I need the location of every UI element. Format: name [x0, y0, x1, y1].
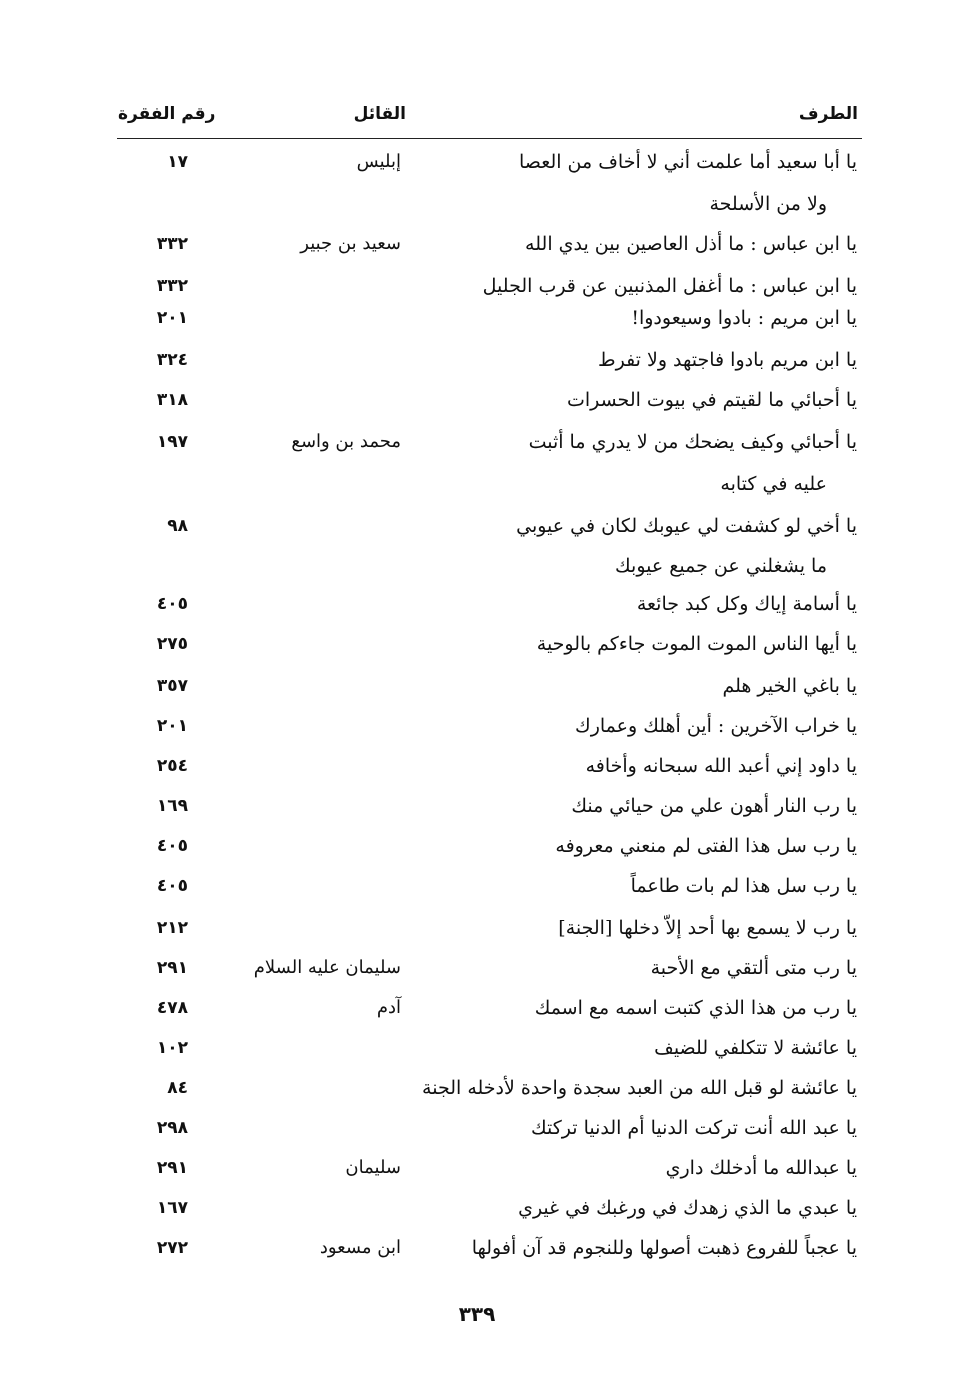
- page-number: ٣٣٩: [458, 1302, 496, 1326]
- entry-paragraph-number: ٢٩٨: [156, 1118, 188, 1138]
- entry-speaker: محمد بن واسع: [291, 431, 401, 452]
- entry-paragraph-number: ٤٠٥: [156, 594, 188, 614]
- entry-paragraph-number: ٩٨: [167, 516, 188, 536]
- table-row: [0, 1150, 954, 1186]
- entry-speaker: آدم: [376, 997, 401, 1018]
- entry-speaker: ابن مسعود: [319, 1237, 401, 1258]
- entry-text: يا أخي لو كشفت لي عيوبك لكان في عيوبي: [516, 515, 857, 537]
- entry-text: يا رب متى ألتقي مع الأحبة: [650, 957, 857, 979]
- entry-text: يا ابن مريم : بادوا وسيعودوا!: [631, 307, 857, 329]
- entry-paragraph-number: ٣٥٧: [156, 676, 188, 696]
- entry-text: يا عبد الله أنت تركت الدنيا أم الدنيا تركتك: [531, 1117, 857, 1139]
- table-row: [0, 382, 954, 418]
- table-row: [0, 186, 954, 222]
- table-row: [0, 626, 954, 662]
- entry-text: يا أحبائي ما لقيتم في بيوت الحسرات: [566, 389, 857, 411]
- table-row: [0, 748, 954, 784]
- entry-speaker: إبليس: [356, 151, 401, 172]
- entry-paragraph-number: ٤٠٥: [156, 876, 188, 896]
- entry-text: يا أيها الناس الموت الموت جاءكم بالوحية: [536, 633, 857, 655]
- entry-text: يا رب النار أهون علي من حيائي منك: [571, 795, 857, 817]
- entry-paragraph-number: ٣٢٤: [156, 350, 188, 370]
- entry-text: يا رب لا يسمع بها أحد إلاّ دخلها [الجنة]: [558, 917, 857, 939]
- entry-paragraph-number: ١٩٧: [156, 432, 188, 452]
- column-header-qail: القائل: [353, 104, 406, 124]
- entry-paragraph-number: ٣٣٢: [156, 234, 188, 254]
- table-row: [0, 910, 954, 946]
- table-row: [0, 466, 954, 502]
- entry-paragraph-number: ٢٩١: [156, 1158, 188, 1178]
- entry-paragraph-number: ١٦٩: [156, 796, 188, 816]
- table-row: [0, 950, 954, 986]
- entry-paragraph-number: ١٦٧: [156, 1198, 188, 1218]
- entry-text: يا عائشة لا تتكلفي للضيف: [654, 1037, 857, 1059]
- column-header-tarf: الطرف: [798, 104, 858, 124]
- table-row: [0, 300, 954, 336]
- entry-paragraph-number: ٤٧٨: [156, 998, 188, 1018]
- entry-text: يا ابن عباس : ما أذل العاصين بين يدي الله: [525, 233, 857, 255]
- entry-text: يا خراب الآخرين : أين أهلك وعمارك: [575, 715, 857, 737]
- entry-paragraph-number: ٢٧٥: [156, 634, 188, 654]
- table-row: [0, 226, 954, 262]
- table-row: [0, 990, 954, 1026]
- entry-text: يا رب من هذا الذي كتبت اسمه مع اسمك: [534, 997, 857, 1019]
- entry-text: يا أحبائي وكيف يضحك من لا يدري ما أثبت: [528, 431, 857, 453]
- entry-text-continuation: ما يشغلني عن جميع عيوبك: [615, 555, 827, 577]
- entry-paragraph-number: ٤٠٥: [156, 836, 188, 856]
- entry-paragraph-number: ٢٠١: [156, 308, 188, 328]
- entry-speaker: سليمان: [345, 1157, 401, 1178]
- entry-paragraph-number: ٣١٨: [156, 390, 188, 410]
- entry-text-continuation: عليه في كتابه: [720, 473, 827, 495]
- entry-text: يا عائشة لو قبل الله من العبد سجدة واحدة لأدخله الجنة: [422, 1077, 857, 1099]
- table-row: [0, 1070, 954, 1106]
- table-row: [0, 868, 954, 904]
- table-row: [0, 1030, 954, 1066]
- table-row: [0, 586, 954, 622]
- table-row: [0, 144, 954, 180]
- table-row: [0, 668, 954, 704]
- table-row: [0, 708, 954, 744]
- table-row: [0, 268, 954, 304]
- entry-text: يا أبا سعيد أما علمت أني لا أخاف من العصا: [519, 151, 857, 173]
- entry-text: يا ابن عباس : ما أغفل المذنبين عن قرب الجليل: [482, 275, 857, 297]
- column-header-paragraph-number: رقم الفقرة: [118, 104, 216, 124]
- table-row: [0, 508, 954, 544]
- entry-paragraph-number: ٢٧٢: [156, 1238, 188, 1258]
- entry-text: يا عجباً للفروع ذهبت أصولها وللنجوم قد آن أفولها: [471, 1237, 857, 1259]
- table-row: [0, 1230, 954, 1266]
- entry-paragraph-number: ٨٤: [167, 1078, 188, 1098]
- entry-text-continuation: ولا من الأسلحة: [709, 193, 827, 215]
- entry-text: يا باغي الخير هلم: [722, 675, 857, 697]
- table-row: [0, 828, 954, 864]
- entry-speaker: سعيد بن جبير: [300, 233, 401, 254]
- table-row: [0, 1190, 954, 1226]
- entry-text: يا داود إني أعبد الله سبحانه وأخافه: [585, 755, 857, 777]
- entry-paragraph-number: ٢٩١: [156, 958, 188, 978]
- entry-paragraph-number: ٢٠١: [156, 716, 188, 736]
- entry-paragraph-number: ١٠٢: [156, 1038, 188, 1058]
- entry-text: يا أسامة إياك وكل كبد جائعة: [636, 593, 857, 615]
- entry-paragraph-number: ١٧: [167, 152, 188, 172]
- entry-text: يا رب سل هذا لم بات طاعماً: [630, 875, 857, 897]
- table-row: [0, 1110, 954, 1146]
- entry-paragraph-number: ٢١٢: [156, 918, 188, 938]
- table-row: [0, 548, 954, 584]
- table-row: [0, 342, 954, 378]
- entry-paragraph-number: ٢٥٤: [156, 756, 188, 776]
- entry-text: يا عبدي ما الذي زهدك في ورغبك في غيري: [518, 1197, 857, 1219]
- entry-text: يا عبدالله ما أدخلك داري: [665, 1157, 857, 1179]
- table-row: [0, 788, 954, 824]
- header-divider: [117, 138, 862, 139]
- entry-text: يا ابن مريم بادوا فاجتهد ولا تفرط: [598, 349, 857, 371]
- entry-speaker: سليمان عليه السلام: [253, 957, 401, 978]
- table-row: [0, 424, 954, 460]
- entry-paragraph-number: ٣٣٢: [156, 276, 188, 296]
- entry-text: يا رب سل هذا الفتى لم منعني معروفه: [555, 835, 857, 857]
